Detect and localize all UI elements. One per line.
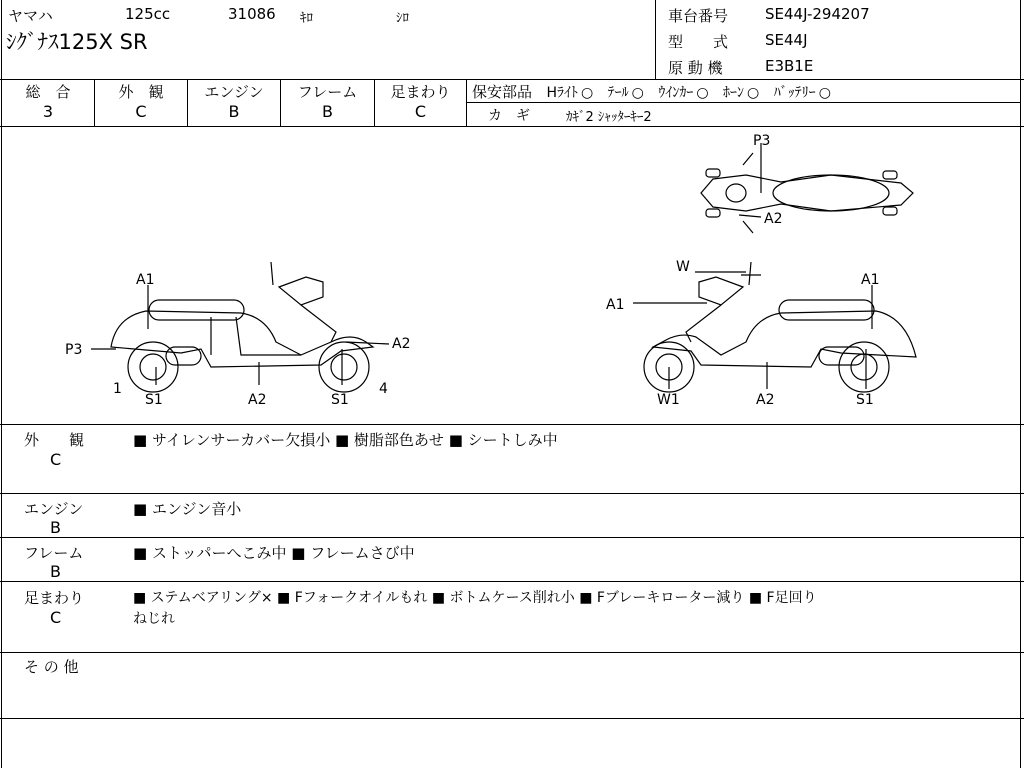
safety-item-headlight-label: Hﾗｲﾄ bbox=[546, 85, 578, 101]
grade-suspension-value: C bbox=[414, 102, 427, 121]
label-left-a2: A2 bbox=[248, 392, 267, 408]
section-frame-grade: B bbox=[50, 562, 61, 581]
label-right-w: W bbox=[676, 259, 690, 275]
label-right-w1: W1 bbox=[657, 392, 680, 408]
label-left-1: 1 bbox=[113, 381, 122, 397]
grade-exterior-label: 外 観 bbox=[118, 83, 164, 101]
safety-item-horn-mark: ○ bbox=[747, 85, 760, 101]
diagram-bottom-line bbox=[0, 424, 1024, 425]
label-left-s1-rear: S1 bbox=[145, 392, 163, 408]
model-name: ｼｸﾞﾅｽ125X SR bbox=[6, 30, 148, 54]
section-suspension-content: ■ ステムベアリング× ■ Fフォークオイルもれ ■ ボトムケース削れ小 ■ Fブレーキローター減り ■ F足回り bbox=[133, 590, 817, 606]
label-left-a1: A1 bbox=[136, 272, 155, 288]
engine-label: 原 動 機 bbox=[668, 59, 723, 77]
displacement: 125cc bbox=[125, 5, 171, 23]
grade-overall-label: 総 合 bbox=[25, 83, 71, 101]
label-left-a2-front: A2 bbox=[392, 336, 411, 352]
model-type-label: 型 式 bbox=[668, 33, 729, 51]
section-suspension-label: 足まわり bbox=[24, 589, 85, 607]
safety-item-horn-label: ﾎｰﾝ bbox=[723, 85, 745, 101]
header-bottom-line bbox=[0, 79, 1024, 80]
section-exterior-label: 外 観 bbox=[24, 431, 85, 449]
section-suspension-grade: C bbox=[50, 608, 62, 627]
key-label: カ ギ bbox=[488, 108, 530, 124]
scooter-top-view bbox=[701, 143, 913, 233]
grade-suspension-label: 足まわり bbox=[390, 83, 451, 101]
mileage-unit: ｷﾛ bbox=[300, 11, 313, 26]
safety-item-headlight-mark: ○ bbox=[581, 85, 594, 101]
grade-engine-label: エンジン bbox=[204, 83, 264, 101]
grade-exterior-value: C bbox=[135, 102, 147, 121]
body-color: ｼﾛ bbox=[396, 11, 409, 26]
frame-no-label: 車台番号 bbox=[668, 7, 729, 25]
section-exterior-grade: C bbox=[50, 450, 62, 469]
section-frame-content: ■ ストッパーへこみ中 ■ フレームさび中 bbox=[133, 544, 415, 562]
safety-item-tail-label: ﾃｰﾙ bbox=[607, 85, 629, 101]
safety-item-tail-mark: ○ bbox=[631, 85, 644, 101]
section-suspension-content-cont: ねじれ bbox=[133, 611, 175, 627]
section-engine-content: ■ エンジン音小 bbox=[133, 500, 242, 518]
label-right-a1-front: A1 bbox=[606, 297, 625, 313]
section-other-label: そ の 他 bbox=[24, 658, 79, 676]
label-left-4: 4 bbox=[379, 381, 388, 397]
section-line bbox=[0, 718, 1024, 719]
grade-overall-value: 3 bbox=[42, 102, 54, 121]
mileage: 31086 bbox=[228, 5, 276, 23]
label-right-a2: A2 bbox=[756, 392, 775, 408]
model-type: SE44J bbox=[765, 31, 808, 49]
section-line bbox=[0, 493, 1024, 494]
label-left-p3: P3 bbox=[65, 342, 83, 358]
leader-lines bbox=[91, 272, 872, 389]
safety-item-battery-mark: ○ bbox=[818, 85, 831, 101]
damage-diagram bbox=[1, 127, 1023, 425]
safety-item-battery-label: ﾊﾞｯﾃﾘｰ bbox=[773, 85, 816, 101]
section-line bbox=[0, 581, 1024, 582]
frame-no: SE44J-294207 bbox=[765, 5, 870, 23]
safety-items bbox=[472, 81, 831, 102]
safety-split-line bbox=[466, 102, 1021, 103]
section-exterior-content: ■ サイレンサーカバー欠損小 ■ 樹脂部色あせ ■ シートしみ中 bbox=[133, 431, 558, 449]
safety-item-winker-mark: ○ bbox=[696, 85, 709, 101]
engine-code: E3B1E bbox=[765, 57, 814, 75]
section-line bbox=[0, 537, 1024, 538]
label-right-s1: S1 bbox=[856, 392, 874, 408]
key-value: ｶｷﾞ2 ｼｬｯﾀｰｷｰ2 bbox=[566, 110, 652, 125]
grade-engine-value: B bbox=[228, 102, 240, 121]
safety-label: 保安部品 bbox=[472, 83, 533, 101]
maker: ヤマハ bbox=[8, 7, 53, 25]
label-left-s1-front: S1 bbox=[331, 392, 349, 408]
grade-frame-label: フレーム bbox=[297, 83, 358, 101]
safety-item-winker-label: ｳｲﾝｶｰ bbox=[658, 85, 694, 101]
label-top-a2: A2 bbox=[764, 211, 783, 227]
section-frame-label: フレーム bbox=[24, 544, 84, 562]
header-divider bbox=[655, 0, 656, 79]
grade-frame-value: B bbox=[322, 102, 333, 121]
section-engine-label: エンジン bbox=[24, 500, 84, 518]
section-line bbox=[0, 652, 1024, 653]
label-right-a1-rear: A1 bbox=[861, 272, 880, 288]
label-top-p3: P3 bbox=[753, 133, 771, 149]
section-engine-grade: B bbox=[50, 518, 61, 537]
